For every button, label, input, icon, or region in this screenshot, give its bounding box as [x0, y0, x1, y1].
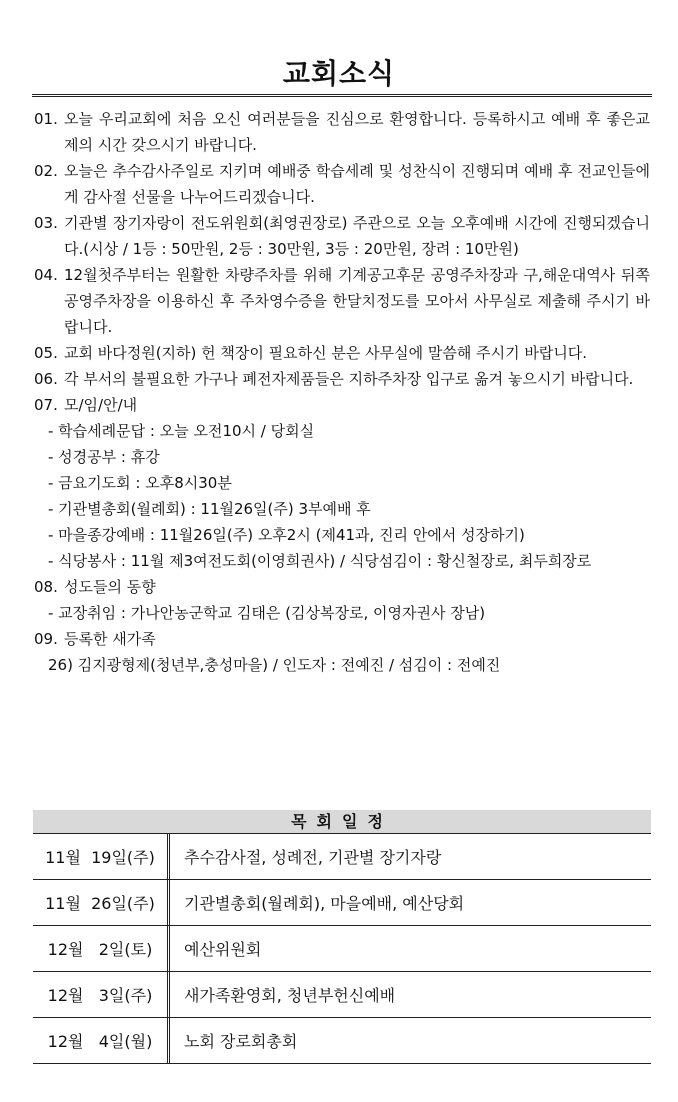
notice-item-04	[34, 262, 650, 340]
notice-text: 오늘 우리교회에 처음 오신 여러분들을 진심으로 환영합니다. 등록하시고 예배 후 좋은교제의 시간 갖으시기 바랍니다.	[64, 110, 650, 154]
notice-number: 09.	[34, 630, 58, 648]
table-row	[33, 834, 651, 880]
schedule-date: 11월 26일(주)	[33, 880, 170, 925]
table-row	[33, 926, 651, 972]
schedule-date: 12월 2일(토)	[33, 926, 170, 971]
meeting-item: - 학습세례문답 : 오늘 오전10시 / 당회실	[48, 422, 315, 440]
notice-number: 05.	[34, 344, 58, 362]
notice-text: 기관별 장기자랑이 전도위원회(최영권장로) 주관으로 오늘 오후예배 시간에 진행되겠습니다.(시상 / 1등 : 50만원, 2등 : 30만원, 3등 : 20만원, 장려 : 10만원)	[64, 214, 650, 258]
pastoral-schedule-table	[33, 810, 651, 1064]
schedule-date: 11월 19일(주)	[33, 834, 170, 879]
notice-item-09	[34, 626, 650, 652]
notice-text: 모/임/안/내	[64, 396, 138, 414]
meeting-item: - 식당봉사 : 11월 제3여전도회(이영희권사) / 식당섬김이 : 황신철장로, 최두희장로	[48, 552, 592, 570]
meeting-item: - 마을종강예배 : 11월26일(주) 오후2시 (제41과, 진리 안에서 성장하기)	[48, 526, 525, 544]
table-row	[33, 1018, 651, 1064]
notice-number: 06.	[34, 370, 58, 388]
schedule-event: 추수감사절, 성례전, 기관별 장기자랑	[184, 848, 442, 867]
notice-text: 등록한 새가족	[64, 630, 156, 648]
notice-item-03	[34, 210, 650, 262]
notice-item-05	[34, 340, 650, 366]
member-news-item: - 교장취임 : 가나안농군학교 김태은 (김상복장로, 이영자권사 장남)	[48, 604, 486, 622]
notice-item-06	[34, 366, 650, 392]
schedule-header: 목회일정	[33, 810, 651, 834]
notice-item-08	[34, 574, 650, 600]
schedule-event: 노회 장로회총회	[184, 1032, 298, 1051]
notice-number: 08.	[34, 578, 58, 596]
meeting-item: - 금요기도회 : 오후8시30분	[48, 474, 232, 492]
notice-list	[34, 106, 650, 678]
notice-number: 04.	[34, 266, 58, 284]
schedule-event: 예산위원회	[184, 940, 262, 959]
notice-item-07	[34, 392, 650, 418]
notice-number: 02.	[34, 162, 58, 180]
notice-item-01	[34, 106, 650, 158]
schedule-event: 기관별총회(월례회), 마을예배, 예산당회	[184, 894, 465, 913]
notice-text: 성도들의 동향	[64, 578, 156, 596]
new-member-item: 26) 김지광형제(청년부,충성마을) / 인도자 : 전예진 / 섬김이 : 전예진	[48, 656, 501, 674]
notice-item-02	[34, 158, 650, 210]
table-row	[33, 972, 651, 1018]
notice-number: 07.	[34, 396, 58, 414]
notice-text: 교회 바다정원(지하) 헌 책장이 필요하신 분은 사무실에 말씀해 주시기 바랍니다.	[64, 344, 588, 362]
table-row	[33, 880, 651, 926]
title-divider	[32, 94, 652, 97]
notice-text: 12월첫주부터는 원활한 차량주차를 위해 기계공고후문 공영주차장과 구,해운대역사 뒤쪽 공영주차장을 이용하신 후 주차영수증을 한달치정도를 모아서 사무실로 제출해 주시기 바랍니다.	[64, 266, 650, 336]
schedule-event: 새가족환영회, 청년부헌신예배	[184, 986, 396, 1005]
notice-number: 03.	[34, 214, 58, 232]
meeting-item: - 성경공부 : 휴강	[48, 448, 160, 466]
meeting-item: - 기관별총회(월례회) : 11월26일(주) 3부예배 후	[48, 500, 371, 518]
schedule-date: 12월 3일(주)	[33, 972, 170, 1017]
notice-text: 각 부서의 불필요한 가구나 폐전자제품들은 지하주차장 입구로 옮겨 놓으시기 바랍니다.	[64, 370, 634, 388]
notice-number: 01.	[34, 110, 58, 128]
notice-text: 오늘은 추수감사주일로 지키며 예배중 학습세례 및 성찬식이 진행되며 예배 후 전교인들에게 감사절 선물을 나누어드리겠습니다.	[64, 162, 650, 206]
page-title: 교회소식	[282, 57, 396, 90]
schedule-date: 12월 4일(월)	[33, 1018, 170, 1063]
